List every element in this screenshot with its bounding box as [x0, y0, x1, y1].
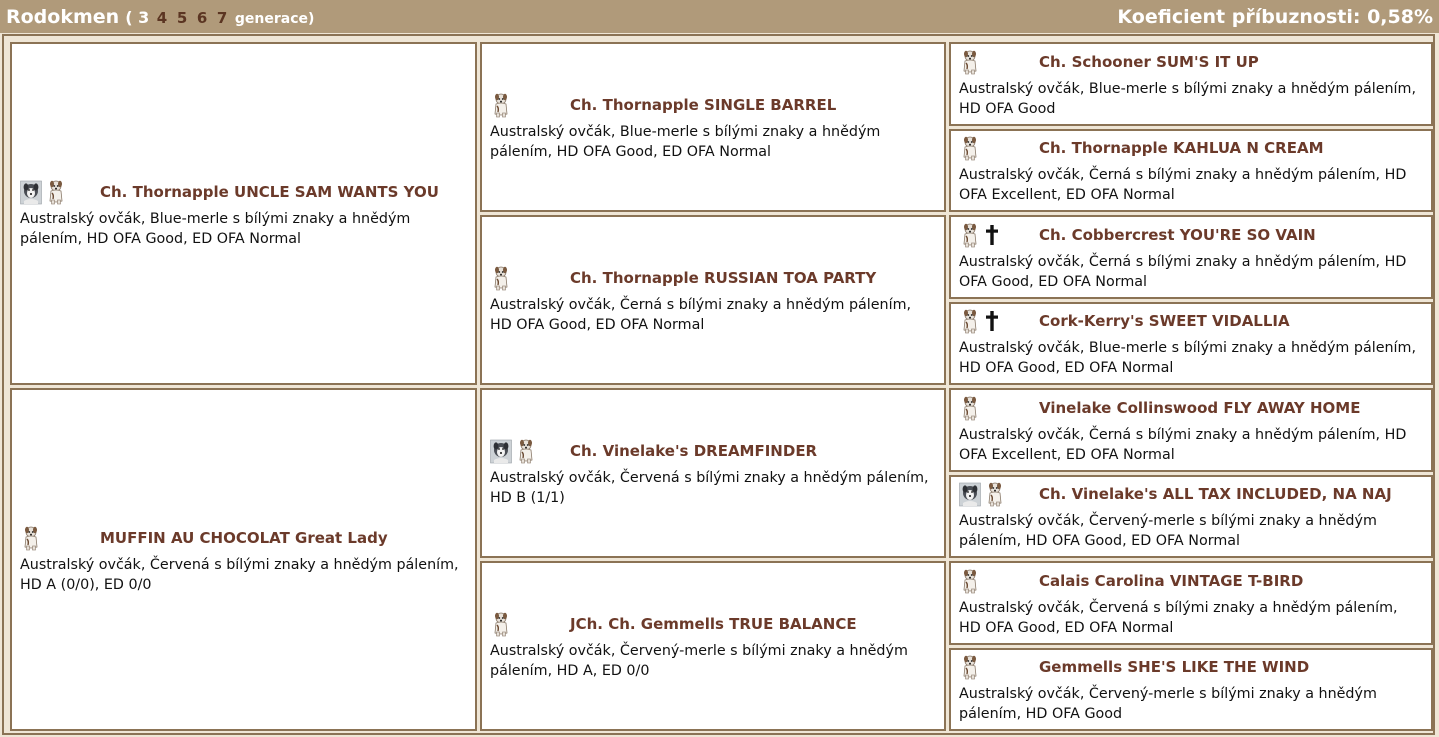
- dog-description: Australský ovčák, Červená s bílými znaky a hnědým pálením, HD B (1/1): [490, 470, 929, 506]
- dog-description: Australský ovčák, Červená s bílými znaky a hnědým pálením, HD A (0/0), ED 0/0: [20, 556, 459, 593]
- dog-icons: [959, 308, 1039, 334]
- photo-icon[interactable]: [490, 438, 512, 464]
- dog-icon: [490, 611, 512, 637]
- dog-name-link[interactable]: Ch. Vinelake's DREAMFINDER: [570, 442, 818, 460]
- dog-name-link[interactable]: Gemmells SHE'S LIKE THE WIND: [1039, 658, 1310, 677]
- gen3-dog-card-2: [949, 129, 1433, 213]
- dog-name-link[interactable]: Ch. Schooner SUM'S IT UP: [1039, 52, 1259, 71]
- gen2-dog-card-3: [480, 388, 946, 558]
- dog-name-link[interactable]: Ch. Thornapple RUSSIAN TOA PARTY: [570, 269, 877, 287]
- dog-name-line: [20, 525, 467, 551]
- header-left: [6, 6, 314, 28]
- dog-icon: [490, 265, 512, 291]
- photo-icon[interactable]: [959, 481, 981, 507]
- dog-description: Australský ovčák, Blue-merle s bílými znaky a hnědým pálením, HD OFA Good, ED OFA Normal: [20, 210, 411, 247]
- dog-name-link[interactable]: Ch. Thornapple KAHLUA N CREAM: [1039, 139, 1324, 158]
- dog-icon: [959, 49, 981, 75]
- photo-icon[interactable]: [20, 179, 42, 205]
- page-title: Rodokmen: [6, 5, 120, 28]
- cross-icon: [984, 224, 1000, 246]
- dog-description: Australský ovčák, Černá s bílými znaky a hnědým pálením, HD OFA Excellent, ED OFA Normal: [959, 426, 1407, 463]
- dog-name-line: [959, 568, 1423, 594]
- gen3-dog-card-4: [949, 302, 1433, 386]
- dog-description: Australský ovčák, Blue-merle s bílými znaky a hnědým pálením, HD OFA Good, ED OFA Normal: [490, 124, 881, 160]
- dog-icon: [959, 308, 981, 334]
- dog-icon: [959, 222, 981, 248]
- generation-link-7[interactable]: 7: [216, 8, 228, 27]
- dog-name-link[interactable]: Ch. Thornapple UNCLE SAM WANTS YOU: [100, 182, 439, 201]
- dog-icon: [45, 179, 67, 205]
- generation-selector: [125, 8, 314, 27]
- dog-name-line: [20, 179, 467, 205]
- dog-icon: [959, 654, 981, 680]
- dog-icons: [959, 49, 1039, 75]
- dog-icon: [959, 395, 981, 421]
- dog-description: Australský ovčák, Blue-merle s bílými znaky a hnědým pálením, HD OFA Good: [959, 80, 1416, 117]
- gen2-dog-card-4: [480, 561, 946, 731]
- dog-icon: [959, 135, 981, 161]
- dog-icons: [490, 611, 570, 637]
- gen1-dog-card-2: [10, 388, 477, 731]
- gen3-dog-card-8: [949, 648, 1433, 732]
- pedigree-frame: [2, 34, 1435, 735]
- dog-icon: [984, 481, 1006, 507]
- dog-icons: [959, 222, 1039, 248]
- dog-name-line: [959, 135, 1423, 161]
- dog-icon: [20, 525, 42, 551]
- relationship-coefficient: Koeficient příbuznosti: 0,58%: [1117, 5, 1433, 28]
- dog-name-link[interactable]: Cork-Kerry's SWEET VIDALLIA: [1039, 312, 1290, 331]
- generation-current: 3: [138, 7, 150, 27]
- dog-name-line: [959, 308, 1423, 334]
- dog-description: Australský ovčák, Červený-merle s bílými znaky a hnědým pálením, HD OFA Good, ED OFA Normal: [959, 513, 1377, 550]
- dog-description: Australský ovčák, Červená s bílými znaky a hnědým pálením, HD OFA Good, ED OFA Normal: [959, 599, 1398, 636]
- gen3-dog-card-5: [949, 388, 1433, 472]
- dog-name-link[interactable]: Ch. Cobbercrest YOU'RE SO VAIN: [1039, 225, 1316, 244]
- dog-description: Australský ovčák, Červený-merle s bílými znaky a hnědým pálením, HD OFA Good: [959, 686, 1377, 723]
- generation-link-5[interactable]: 5: [176, 8, 188, 27]
- gen1-dog-card-1: [10, 42, 477, 385]
- dog-icons: [20, 179, 100, 205]
- generation-open-paren: (: [125, 7, 133, 27]
- dog-name-line: [490, 611, 936, 637]
- dog-name-line: [490, 438, 936, 464]
- dog-icons: [20, 525, 100, 551]
- dog-icons: [490, 438, 570, 464]
- dog-icon: [490, 92, 512, 118]
- dog-icon: [959, 568, 981, 594]
- dog-name-line: [959, 481, 1423, 507]
- pedigree-grid: [10, 42, 1431, 731]
- dog-name-line: [959, 395, 1423, 421]
- dog-icons: [490, 265, 570, 291]
- dog-icons: [490, 92, 570, 118]
- dog-description: Australský ovčák, Černá s bílými znaky a hnědým pálením, HD OFA Good, ED OFA Normal: [959, 253, 1407, 290]
- dog-name-line: [959, 222, 1423, 248]
- dog-description: Australský ovčák, Blue-merle s bílými znaky a hnědým pálením, HD OFA Good, ED OFA Normal: [959, 340, 1416, 377]
- gen2-dog-card-1: [480, 42, 946, 212]
- generation-label: generace): [234, 10, 315, 27]
- dog-name-line: [490, 265, 936, 291]
- dog-icons: [959, 568, 1039, 594]
- dog-name-link[interactable]: JCh. Ch. Gemmells TRUE BALANCE: [570, 615, 857, 633]
- gen3-dog-card-1: [949, 42, 1433, 126]
- dog-icons: [959, 654, 1039, 680]
- generation-link-6[interactable]: 6: [196, 8, 208, 27]
- dog-name-link[interactable]: Ch. Vinelake's ALL TAX INCLUDED, NA NAJ: [1039, 485, 1392, 504]
- dog-name-line: [959, 49, 1423, 75]
- dog-description: Australský ovčák, Černá s bílými znaky a hnědým pálením, HD OFA Excellent, ED OFA Normal: [959, 167, 1407, 204]
- dog-name-line: [490, 92, 936, 118]
- dog-name-line: [959, 654, 1423, 680]
- gen2-dog-card-2: [480, 215, 946, 385]
- gen3-dog-card-7: [949, 561, 1433, 645]
- dog-name-link[interactable]: Vinelake Collinswood FLY AWAY HOME: [1039, 398, 1361, 417]
- dog-description: Australský ovčák, Černá s bílými znaky a hnědým pálením, HD OFA Good, ED OFA Normal: [490, 297, 912, 333]
- dog-name-link[interactable]: Ch. Thornapple SINGLE BARREL: [570, 96, 837, 114]
- dog-description: Australský ovčák, Červený-merle s bílými znaky a hnědým pálením, HD A, ED 0/0: [490, 643, 908, 679]
- gen3-dog-card-3: [949, 215, 1433, 299]
- gen3-dog-card-6: [949, 475, 1433, 559]
- cross-icon: [984, 310, 1000, 332]
- dog-name-link[interactable]: Calais Carolina VINTAGE T-BIRD: [1039, 571, 1304, 590]
- dog-icon: [515, 438, 537, 464]
- dog-name-link[interactable]: MUFFIN AU CHOCOLAT Great Lady: [100, 528, 388, 547]
- dog-icons: [959, 135, 1039, 161]
- pedigree-header: [0, 0, 1439, 33]
- dog-icons: [959, 481, 1039, 507]
- dog-icons: [959, 395, 1039, 421]
- generation-link-4[interactable]: 4: [156, 8, 168, 27]
